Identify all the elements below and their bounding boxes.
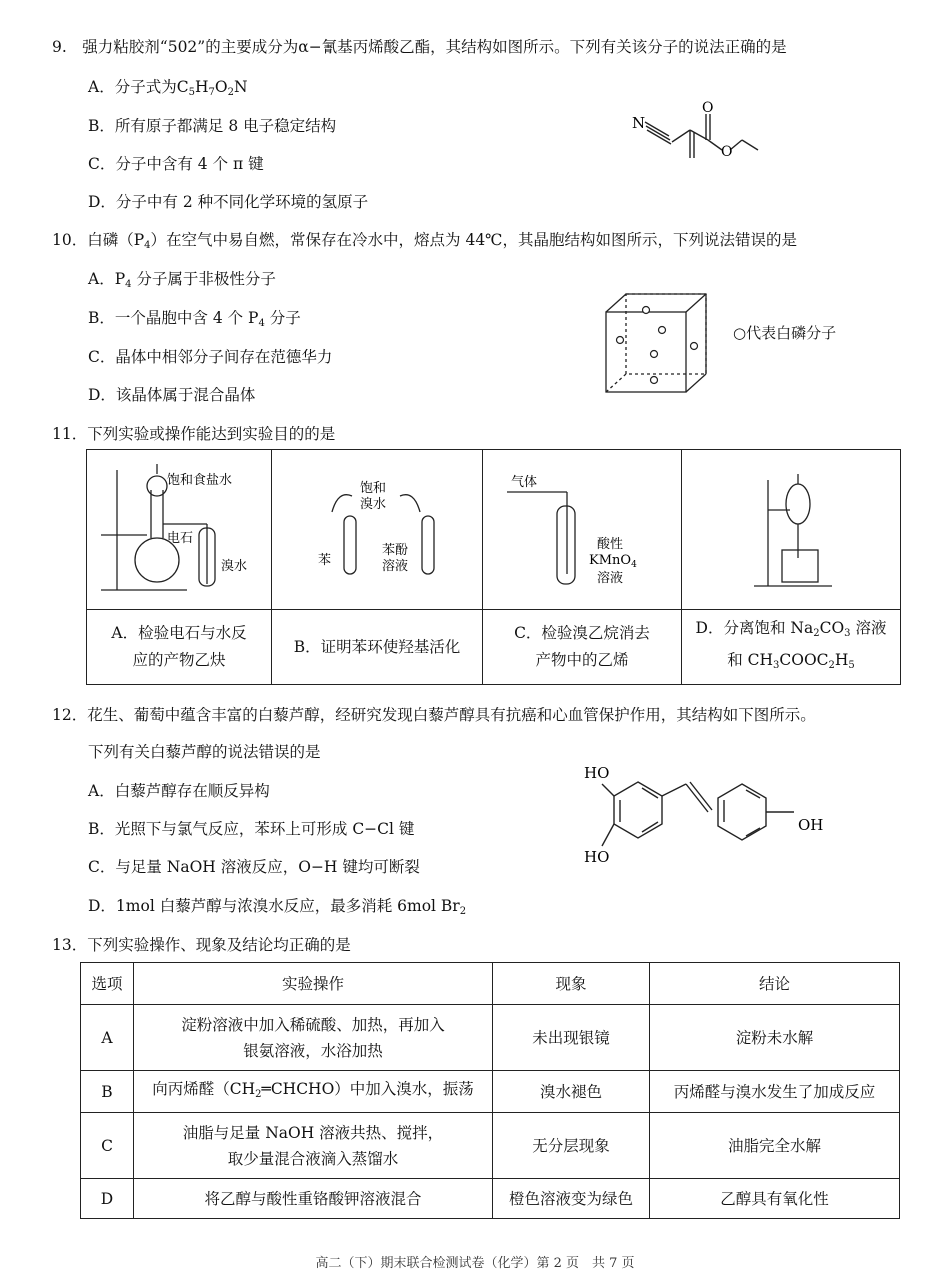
header-option: 选项 xyxy=(81,963,134,1005)
saturated-label: 饱和 xyxy=(360,481,387,496)
phenol-test-apparatus xyxy=(272,450,482,605)
row-b-option: B xyxy=(81,1071,134,1113)
table-row xyxy=(81,1005,900,1071)
row-b-phenomenon: 溴水褪色 xyxy=(493,1071,650,1113)
q12-option-d: D．1mol 白藜芦醇与浓溴水反应，最多消耗 6mol $Br_2$ xyxy=(88,897,467,917)
q10-option-c: C．晶体中相邻分子间存在范德华力 xyxy=(88,348,333,366)
bromine-water-label: 溴水 xyxy=(221,559,248,574)
saline-label: 饱和食盐水 xyxy=(167,473,233,488)
row-d-conclusion: 乙醇具有氧化性 xyxy=(650,1179,900,1219)
apparatus-c-cell xyxy=(483,450,682,610)
table-row xyxy=(81,1071,900,1113)
header-conclusion: 结论 xyxy=(650,963,900,1005)
q9-stem: 9. 强力粘胶剂“502”的主要成分为α−氰基丙烯酸乙酯，其结构如图所示。下列有关该分子的说法正确的是 xyxy=(52,38,787,56)
header-operation: 实验操作 xyxy=(134,963,493,1005)
q10-option-a: A．$P_4$ 分子属于非极性分子 xyxy=(88,270,276,290)
row-a-conclusion: 淀粉未水解 xyxy=(650,1005,900,1071)
q12-stem-line2: 下列有关白藜芦醇的说法错误的是 xyxy=(88,743,321,761)
row-c-conclusion: 油脂完全水解 xyxy=(650,1113,900,1179)
solution-c-label: 溶液 xyxy=(597,571,624,586)
q9-option-b: B．所有原子都满足 8 电子稳定结构 xyxy=(88,117,337,135)
oh-label: OH xyxy=(798,816,824,834)
q13-table xyxy=(80,962,900,1219)
row-d-phenomenon: 橙色溶液变为绿色 xyxy=(493,1179,650,1219)
white-phosphorus-unit-cell xyxy=(598,290,728,400)
ho-bottom-label: HO xyxy=(584,848,610,866)
apparatus-a-cell xyxy=(87,450,272,610)
q9-option-a: A．分子式为$C_5H_7O_2N$ xyxy=(88,78,248,98)
q12-option-b: B．光照下与氯气反应，苯环上可形成 C−Cl 键 xyxy=(88,820,415,838)
q10-option-d: D．该晶体属于混合晶体 xyxy=(88,386,256,404)
option-d-caption: D．分离饱和 $Na_2CO_3$ 溶液 和 $CH_3COOC_2H_5$ xyxy=(682,610,901,685)
row-d-option: D xyxy=(81,1179,134,1219)
carbide-label: 电石 xyxy=(167,531,194,546)
acidic-label: 酸性 xyxy=(597,537,624,552)
option-b-caption: B．证明苯环使羟基活化 xyxy=(272,610,483,685)
phosphorus-legend: ○代表白磷分子 xyxy=(733,324,837,342)
q11-experiment-table xyxy=(86,449,901,685)
page-footer: 高二（下）期末联合检测试卷（化学）第 2 页 共 7 页 xyxy=(315,1256,635,1271)
row-c-operation: 油脂与足量 NaOH 溶液共热、搅拌， 取少量混合液滴入蒸馏水 xyxy=(134,1113,493,1179)
svg-text:O: O xyxy=(721,144,733,160)
ho-top-label: HO xyxy=(584,764,610,782)
kmno4-label: KMnO$_4$ xyxy=(589,553,637,570)
q12-option-c: C．与足量 NaOH 溶液反应，O−H 键均可断裂 xyxy=(88,858,420,876)
svg-text:O: O xyxy=(702,100,714,116)
q10-option-b: B．一个晶胞中含 4 个 $P_4$ 分子 xyxy=(88,309,301,329)
gas-label: 气体 xyxy=(511,475,538,490)
cyanoacrylate-structure xyxy=(630,100,770,170)
solution-label: 溶液 xyxy=(382,559,409,574)
row-a-operation: 淀粉溶液中加入稀硫酸、加热，再加入 银氨溶液，水浴加热 xyxy=(134,1005,493,1071)
q9-option-d: D．分子中有 2 种不同化学环境的氢原子 xyxy=(88,193,369,211)
option-c-caption: C．检验溴乙烷消去 产物中的乙烯 xyxy=(483,610,682,685)
resveratrol-structure xyxy=(580,760,840,870)
q13-stem: 13．下列实验操作、现象及结论均正确的是 xyxy=(52,936,351,954)
row-c-option: C xyxy=(81,1113,134,1179)
q12-stem-line1: 12．花生、葡萄中蕴含丰富的白藜芦醇，经研究发现白藜芦醇具有抗癌和心血管保护作用，其结构如下图所示。 xyxy=(52,706,816,724)
row-c-phenomenon: 无分层现象 xyxy=(493,1113,650,1179)
phenol-label: 苯酚 xyxy=(382,543,409,558)
row-d-operation: 将乙醇与酸性重铬酸钾溶液混合 xyxy=(134,1179,493,1219)
bromine-water-b-label: 溴水 xyxy=(360,497,387,512)
q12-option-a: A．白藜芦醇存在顺反异构 xyxy=(88,782,270,800)
separatory-funnel-apparatus xyxy=(682,450,900,605)
row-b-conclusion: 丙烯醛与溴水发生了加成反应 xyxy=(650,1071,900,1113)
q11-stem: 11．下列实验或操作能达到实验目的的是 xyxy=(52,425,336,443)
ethylene-test-apparatus xyxy=(483,450,681,605)
benzene-label: 苯 xyxy=(318,553,332,568)
q9-option-c: C．分子中含有 4 个 π 键 xyxy=(88,155,264,173)
row-a-option: A xyxy=(81,1005,134,1071)
apparatus-d-cell xyxy=(682,450,901,610)
table-row xyxy=(81,1113,900,1179)
table-row xyxy=(81,1179,900,1219)
row-a-phenomenon: 未出现银镜 xyxy=(493,1005,650,1071)
nitrogen-label: N xyxy=(632,114,646,132)
option-a-caption: A．检验电石与水反 应的产物乙炔 xyxy=(87,610,272,685)
apparatus-b-cell xyxy=(272,450,483,610)
acetylene-apparatus xyxy=(87,450,271,605)
header-phenomenon: 现象 xyxy=(493,963,650,1005)
row-b-operation: 向丙烯醛$(CH_2═CHCHO)$中加入溴水，振荡 xyxy=(134,1071,493,1113)
q10-stem: 10．白磷$(P_4)$在空气中易自燃，常保存在冷水中，熔点为 44℃，其晶胞结构如图所示，下列说法错误的是 xyxy=(52,231,798,251)
